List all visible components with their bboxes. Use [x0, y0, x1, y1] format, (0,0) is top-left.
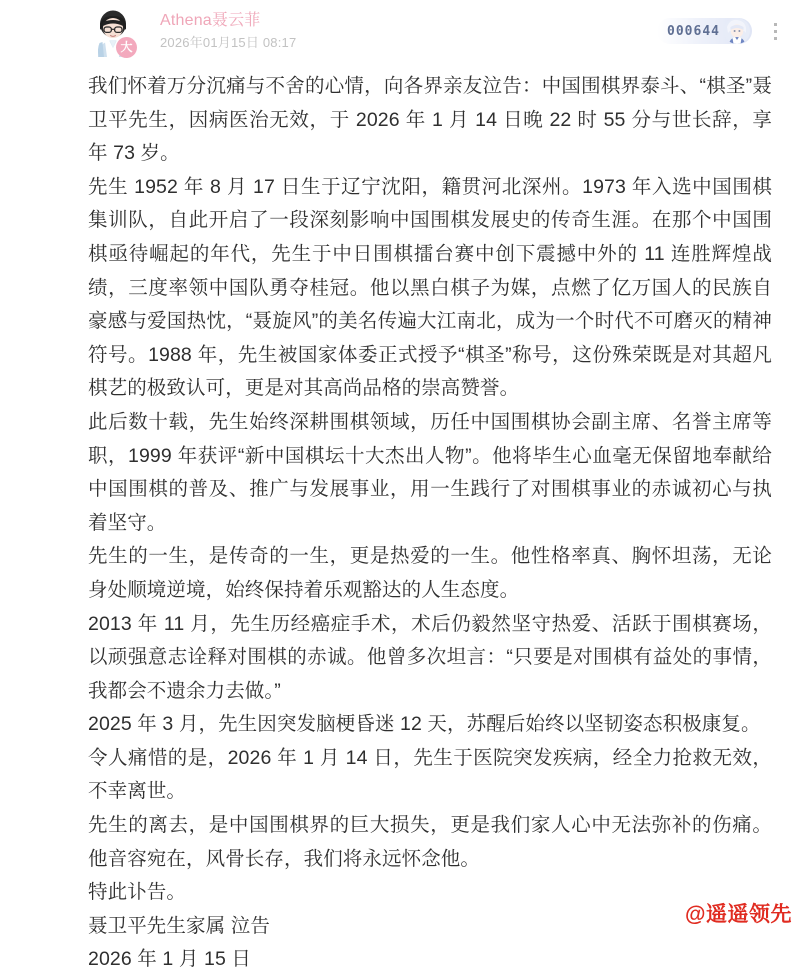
post-paragraph: 此后数十载，先生始终深耕围棋领域，历任中国围棋协会副主席、名誉主席等职，1999 年获评“新中国棋坛十大杰出人物”。他将毕生心血毫无保留地奉献给中国围棋的普及、推广与发展事业，用一生践行了对围棋事业的赤诚初心与执着坚守。 — [88, 410, 772, 534]
post-paragraph: 先生的离去，是中国围棋界的巨大损失，更是我们家人心中无法弥补的伤痛。他音容宛在，风骨长存，我们将永远怀念他。 — [88, 814, 772, 870]
author-username[interactable]: Athena聂云菲 — [160, 12, 261, 29]
dot — [774, 23, 777, 26]
post-paragraph: 我们怀着万分沉痛与不舍的心情，向各界亲友泣告：中国围棋界泰斗、“棋圣”聂卫平先生，因病医治无效，于 2026 年 1 月 14 日晚 22 时 55 分与世长辞，享年 73 岁。 — [88, 75, 772, 165]
dot — [774, 30, 777, 33]
user-level-badge[interactable] — [657, 18, 752, 44]
post-signature: 聂卫平先生家属 泣告 — [88, 914, 270, 937]
watermark: @遥遥领先 — [685, 903, 792, 926]
post-paragraph: 先生的一生，是传奇的一生，更是热爱的一生。他性格率真、胸怀坦荡，无论身处顺境逆境，始终保持着乐观豁达的人生态度。 — [88, 545, 772, 601]
post-paragraph: 先生 1952 年 8 月 17 日生于辽宁沈阳，籍贯河北深州。1973 年入选中国围棋集训队，自此开启了一段深刻影响中国围棋发展史的传奇生涯。在那个中国围棋亟待崛起的年代，先生于中日围棋擂台赛中创下震撼中外的 11 连胜辉煌战绩，三度率领中国队勇夺桂冠。他以黑白棋子为媒，点燃了亿万国人的民族自豪感与爱国热忱，“聂旋风”的美名传遍大江南北，成为一个时代不可磨灭的精神符号。1988 年，先生被国家体委正式授予“棋圣”称号，这份殊荣既是对其超凡棋艺的极致认可，更是对其高尚品格的崇高赞誉。 — [88, 175, 772, 400]
header-right-controls — [657, 18, 784, 44]
post-header — [0, 0, 800, 70]
post-signature-date: 2026 年 1 月 15 日 — [88, 948, 252, 971]
avatar[interactable] — [90, 9, 142, 61]
post-timestamp: 2026年01月15日 08:17 — [160, 35, 297, 50]
post-paragraph: 2025 年 3 月，先生因突发脑梗昏迷 12 天，苏醒后始终以坚韧姿态积极康复。 — [88, 713, 761, 736]
post-paragraph: 2013 年 11 月，先生历经癌症手术，术后仍毅然坚守热爱、活跃于围棋赛场，以顽强意志诠释对围棋的赤诚。他曾多次坦言：“只要是对围棋有益处的事情，我都会不遗余力去做。” — [88, 612, 772, 702]
level-number: 000644 — [667, 23, 720, 39]
avatar-verified-badge: 大 — [116, 37, 137, 58]
level-badge-avatar-icon — [724, 18, 750, 44]
more-options-icon[interactable] — [766, 18, 784, 44]
author-identity — [160, 12, 296, 50]
dot — [774, 37, 777, 40]
post-paragraph: 令人痛惜的是，2026 年 1 月 14 日，先生于医院突发疾病，经全力抢救无效，不幸离世。 — [88, 746, 772, 803]
post-paragraph: 特此讣告。 — [88, 881, 187, 904]
post-body — [0, 70, 800, 977]
